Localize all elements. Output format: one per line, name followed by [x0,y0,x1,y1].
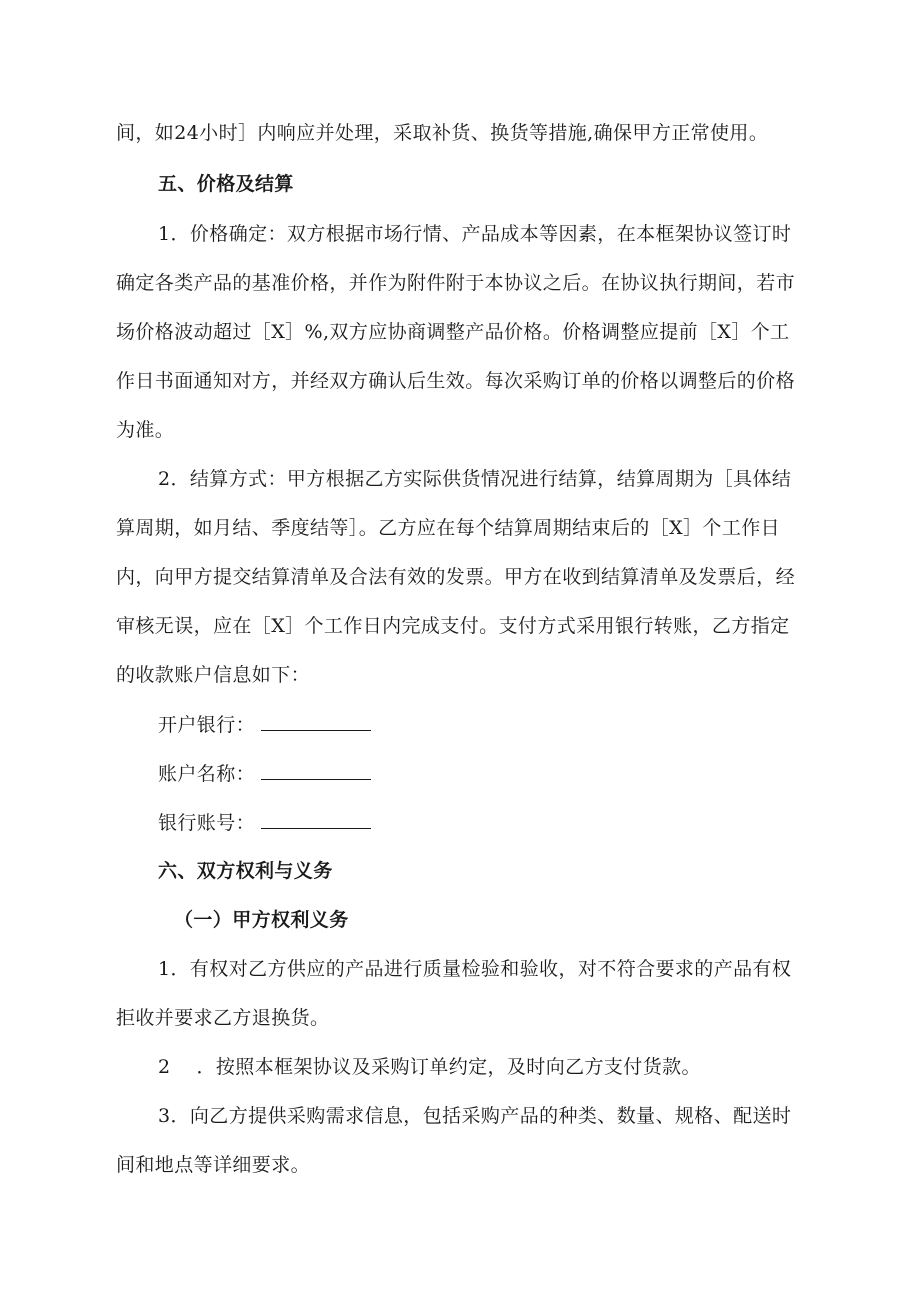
paragraph-line: 的收款账户信息如下： [116,664,311,686]
bank-name-row [158,712,371,737]
account-name-label: 账户名称： [158,763,256,785]
account-number-blank [261,810,371,829]
paragraph-line: 拒收并要求乙方退换货。 [116,1007,330,1029]
paragraph-line: 算周期，如月结、季度结等］。乙方应在每个结算周期结束后的［X］个工作日 [116,517,781,539]
paragraph-line: 场价格波动超过［X］%,双方应协商调整产品价格。价格调整应提前［X］个工 [116,321,790,343]
paragraph-line: 作日书面通知对方，并经双方确认后生效。每次采购订单的价格以调整后的价格 [116,370,796,392]
paragraph-line: 为准。 [116,419,175,441]
item-text: ．按照本框架协议及采购订单约定，及时向乙方支付货款。 [196,1056,701,1078]
section-heading-rights-obligations: 六、双方权利与义务 [158,860,333,882]
paragraph-line: 内，向甲方提交结算清单及合法有效的发票。甲方在收到结算清单及发票后，经 [116,566,796,588]
bank-name-label: 开户银行： [158,714,256,736]
account-number-label: 银行账号： [158,812,256,834]
subsection-heading-party-a: （一）甲方权利义务 [174,909,349,931]
paragraph-line: 1．价格确定：双方根据市场行情、产品成本等因素，在本框架协议签订时 [158,223,792,245]
account-name-blank [261,761,371,780]
paragraph-line [158,1055,701,1079]
account-name-row [158,761,371,786]
paragraph-line: 确定各类产品的基准价格，并作为附件附于本协议之后。在协议执行期间，若市 [116,272,796,294]
paragraph-line: 3．向乙方提供采购需求信息，包括采购产品的种类、数量、规格、配送时 [158,1105,792,1127]
paragraph-line: 2．结算方式：甲方根据乙方实际供货情况进行结算，结算周期为［具体结 [158,468,792,490]
section-heading-price-settlement: 五、价格及结算 [158,173,294,195]
item-number: 2 [158,1056,171,1078]
bank-name-blank [261,712,371,731]
paragraph-line: 1．有权对乙方供应的产品进行质量检验和验收，对不符合要求的产品有权 [158,958,792,980]
paragraph-line: 间和地点等详细要求。 [116,1154,311,1176]
paragraph-line: 审核无误，应在［X］个工作日内完成支付。支付方式采用银行转账，乙方指定 [116,615,790,637]
paragraph-line: 间，如24小时］内响应并处理，采取补货、换货等措施,确保甲方正常使用。 [116,122,769,144]
account-number-row [158,810,371,835]
